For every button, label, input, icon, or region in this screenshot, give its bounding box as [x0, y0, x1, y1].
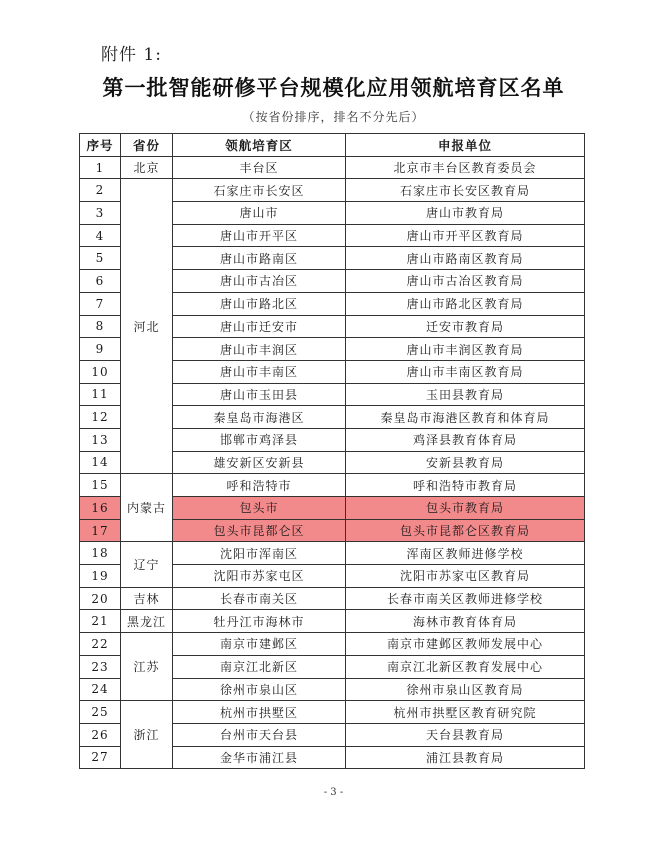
pilot-area-cell: 包头市	[173, 497, 346, 520]
pilot-area-cell: 唐山市	[173, 202, 346, 225]
pilot-area-cell: 长春市南关区	[173, 587, 346, 610]
applicant-unit-cell: 沈阳市苏家屯区教育局	[346, 565, 585, 588]
applicant-unit-cell: 浦江县教育局	[346, 746, 585, 769]
pilot-area-cell: 唐山市开平区	[173, 224, 346, 247]
applicant-unit-cell: 唐山市丰润区教育局	[346, 338, 585, 361]
applicant-unit-cell: 海林市教育体育局	[346, 610, 585, 633]
row-number: 25	[80, 701, 121, 724]
applicant-unit-cell: 玉田县教育局	[346, 383, 585, 406]
pilot-area-cell: 金华市浦江县	[173, 746, 346, 769]
applicant-unit-cell: 杭州市拱墅区教育研究院	[346, 701, 585, 724]
pilot-area-cell: 唐山市玉田县	[173, 383, 346, 406]
row-number: 15	[80, 474, 121, 497]
row-number: 23	[80, 655, 121, 678]
pilot-area-cell: 唐山市丰润区	[173, 338, 346, 361]
applicant-unit-cell: 迁安市教育局	[346, 315, 585, 338]
row-number: 6	[80, 270, 121, 293]
header-number: 序号	[80, 134, 121, 157]
applicant-unit-cell: 唐山市丰南区教育局	[346, 360, 585, 383]
table-row	[80, 156, 585, 179]
applicant-unit-cell: 徐州市泉山区教育局	[346, 678, 585, 701]
applicant-unit-cell: 包头市昆都仑区教育局	[346, 519, 585, 542]
applicant-unit-cell: 唐山市开平区教育局	[346, 224, 585, 247]
row-number: 24	[80, 678, 121, 701]
document-title: 第一批智能研修平台规模化应用领航培育区名单	[102, 75, 565, 100]
roster-table	[79, 133, 585, 769]
pilot-area-cell: 唐山市古冶区	[173, 270, 346, 293]
table-row	[80, 633, 585, 656]
applicant-unit-cell: 秦皇岛市海港区教育和体育局	[346, 406, 585, 429]
header-pilot-area: 领航培育区	[173, 134, 346, 157]
province-cell: 内蒙古	[121, 474, 173, 542]
pilot-area-cell: 沈阳市苏家屯区	[173, 565, 346, 588]
applicant-unit-cell: 唐山市古冶区教育局	[346, 270, 585, 293]
row-number: 17	[80, 519, 121, 542]
row-number: 9	[80, 338, 121, 361]
pilot-area-cell: 唐山市丰南区	[173, 360, 346, 383]
province-cell: 河北	[121, 179, 173, 474]
pilot-area-cell: 丰台区	[173, 156, 346, 179]
province-cell: 北京	[121, 156, 173, 179]
province-cell: 辽宁	[121, 542, 173, 587]
applicant-unit-cell: 天台县教育局	[346, 723, 585, 746]
applicant-unit-cell: 安新县教育局	[346, 451, 585, 474]
pilot-area-cell: 唐山市迁安市	[173, 315, 346, 338]
table-header-row	[80, 134, 585, 157]
table-row	[80, 542, 585, 565]
document-subtitle: （按省份排序，排名不分先后）	[242, 110, 425, 124]
table-body	[80, 156, 585, 769]
pilot-area-cell: 呼和浩特市	[173, 474, 346, 497]
row-number: 3	[80, 202, 121, 225]
province-cell: 吉林	[121, 587, 173, 610]
row-number: 16	[80, 497, 121, 520]
row-number: 11	[80, 383, 121, 406]
pilot-area-cell: 邯郸市鸡泽县	[173, 428, 346, 451]
applicant-unit-cell: 浑南区教师进修学校	[346, 542, 585, 565]
pilot-area-cell: 台州市天台县	[173, 723, 346, 746]
header-province: 省份	[121, 134, 173, 157]
row-number: 4	[80, 224, 121, 247]
pilot-area-cell: 南京市建邺区	[173, 633, 346, 656]
row-number: 12	[80, 406, 121, 429]
pilot-area-cell: 牡丹江市海林市	[173, 610, 346, 633]
row-number: 19	[80, 565, 121, 588]
applicant-unit-cell: 鸡泽县教育体育局	[346, 428, 585, 451]
table-row	[80, 701, 585, 724]
pilot-area-cell: 唐山市路南区	[173, 247, 346, 270]
table-row	[80, 474, 585, 497]
row-number: 2	[80, 179, 121, 202]
applicant-unit-cell: 长春市南关区教师进修学校	[346, 587, 585, 610]
applicant-unit-cell: 唐山市路南区教育局	[346, 247, 585, 270]
attachment-label: 附件 1:	[101, 45, 162, 65]
row-number: 5	[80, 247, 121, 270]
applicant-unit-cell: 包头市教育局	[346, 497, 585, 520]
province-cell: 黑龙江	[121, 610, 173, 633]
applicant-unit-cell: 南京江北新区教育发展中心	[346, 655, 585, 678]
header-applicant-unit: 申报单位	[346, 134, 585, 157]
pilot-area-cell: 南京江北新区	[173, 655, 346, 678]
province-cell: 江苏	[121, 633, 173, 701]
applicant-unit-cell: 南京市建邺区教师发展中心	[346, 633, 585, 656]
row-number: 26	[80, 723, 121, 746]
pilot-area-cell: 秦皇岛市海港区	[173, 406, 346, 429]
table-row	[80, 587, 585, 610]
row-number: 27	[80, 746, 121, 769]
page-number: - 3 -	[323, 787, 344, 798]
pilot-area-cell: 杭州市拱墅区	[173, 701, 346, 724]
applicant-unit-cell: 北京市丰台区教育委员会	[346, 156, 585, 179]
pilot-area-cell: 石家庄市长安区	[173, 179, 346, 202]
row-number: 13	[80, 428, 121, 451]
applicant-unit-cell: 唐山市路北区教育局	[346, 292, 585, 315]
pilot-area-cell: 沈阳市浑南区	[173, 542, 346, 565]
row-number: 21	[80, 610, 121, 633]
row-number: 8	[80, 315, 121, 338]
pilot-area-cell: 唐山市路北区	[173, 292, 346, 315]
row-number: 7	[80, 292, 121, 315]
pilot-area-cell: 徐州市泉山区	[173, 678, 346, 701]
applicant-unit-cell: 石家庄市长安区教育局	[346, 179, 585, 202]
applicant-unit-cell: 呼和浩特市教育局	[346, 474, 585, 497]
row-number: 18	[80, 542, 121, 565]
pilot-area-cell: 雄安新区安新县	[173, 451, 346, 474]
row-number: 20	[80, 587, 121, 610]
row-number: 22	[80, 633, 121, 656]
pilot-area-cell: 包头市昆都仑区	[173, 519, 346, 542]
row-number: 10	[80, 360, 121, 383]
row-number: 1	[80, 156, 121, 179]
table-row	[80, 610, 585, 633]
applicant-unit-cell: 唐山市教育局	[346, 202, 585, 225]
row-number: 14	[80, 451, 121, 474]
province-cell: 浙江	[121, 701, 173, 769]
table-row	[80, 179, 585, 202]
